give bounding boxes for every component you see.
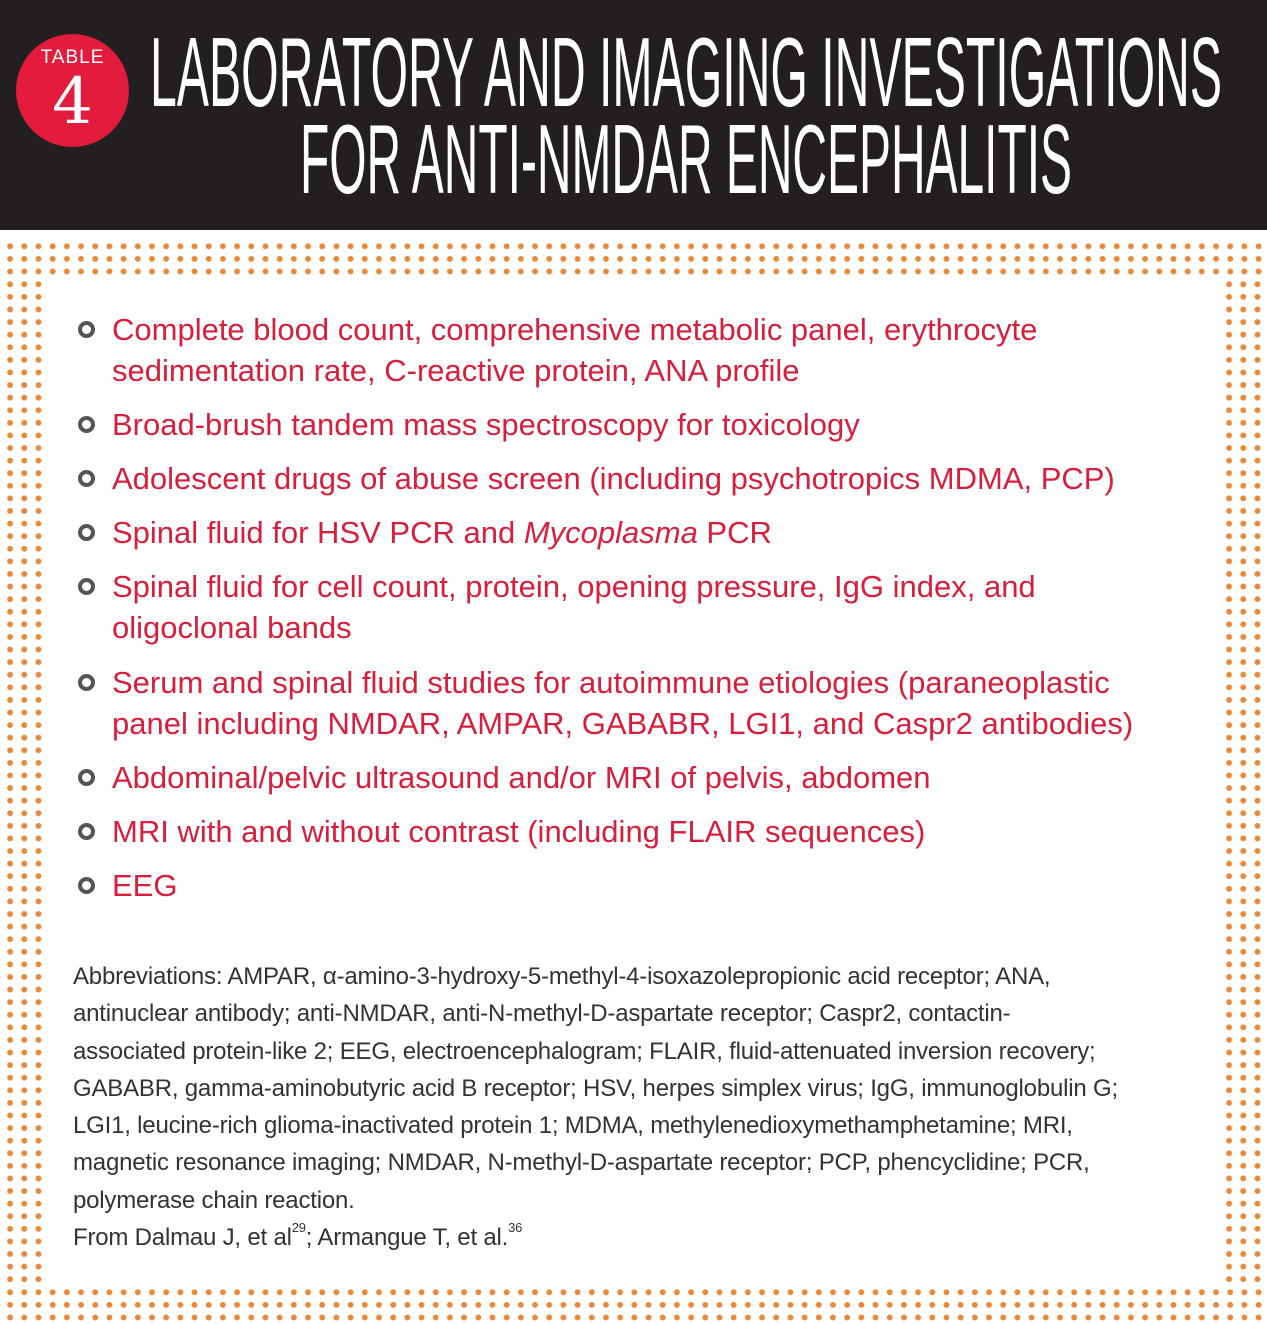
abbreviation-line: Abbreviations: AMPAR, α-amino-3-hydroxy-5-methyl-4-isoxazolepropionic acid receptor; ANA, <box>73 963 1051 990</box>
item-text: Serum and spinal fluid studies for autoimmune etiologies (paraneoplastic <box>112 665 1110 700</box>
abbreviation-line: antinuclear antibody; anti-NMDAR, anti-N-methyl-D-aspartate receptor; Caspr2, contactin- <box>73 1000 1011 1028</box>
item-text: PCR <box>697 515 772 550</box>
reference-number: 36 <box>508 1220 523 1236</box>
item-text: oligoclonal bands <box>112 610 352 645</box>
bullet-icon <box>78 470 95 487</box>
bullet-icon <box>78 416 95 433</box>
source-text: From Dalmau J, et al <box>73 1224 292 1252</box>
item-text: Spinal fluid for HSV PCR and <box>112 515 524 550</box>
abbreviation-line: LGI1, leucine-rich glioma-inactivated protein 1; MDMA, methylenedioxymethamphetamine; MRI, <box>73 1112 1073 1140</box>
item-text-italic: Mycoplasma <box>523 515 698 550</box>
item-text: Spinal fluid for cell count, protein, opening pressure, IgG index, and <box>112 569 1036 604</box>
dotted-border-top <box>3 240 1267 278</box>
dotted-border-left <box>3 278 45 1286</box>
item-text: Broad-brush tandem mass spectroscopy for toxicology <box>112 407 860 442</box>
item-text: panel including NMDAR, AMPAR, GABABR, LGI1, and Caspr2 antibodies) <box>112 706 1134 741</box>
bullet-icon <box>78 823 95 840</box>
dotted-border-right <box>1222 278 1267 1286</box>
title-line-1: LABORATORY AND IMAGING INVESTIGATIONS <box>150 17 1222 127</box>
item-text: MRI with and without contrast (including FLAIR sequences) <box>112 814 926 849</box>
table-title <box>0 0 1267 230</box>
item-text: Abdominal/pelvic ultrasound and/or MRI of pelvis, abdomen <box>112 760 931 795</box>
bullet-icon <box>78 321 95 338</box>
badge-number: 4 <box>52 65 93 139</box>
bullet-icon <box>78 578 95 595</box>
bullet-icon <box>78 524 95 541</box>
bullet-icon <box>78 877 95 894</box>
table-header <box>0 0 1267 230</box>
dotted-border-bottom <box>3 1286 1267 1324</box>
abbreviation-line: GABABR, gamma-aminobutyric acid B receptor; HSV, herpes simplex virus; IgG, immunoglobulin G; <box>73 1074 1118 1102</box>
item-text: sedimentation rate, C-reactive protein, ANA profile <box>112 353 800 388</box>
item-text: Complete blood count, comprehensive metabolic panel, erythrocyte <box>112 312 1038 347</box>
bullet-icon <box>78 674 95 691</box>
badge-label: TABLE <box>40 47 105 68</box>
item-text: Adolescent drugs of abuse screen (including psychotropics MDMA, PCP) <box>112 461 1115 496</box>
bullet-icon <box>78 769 95 786</box>
title-line-2: FOR ANTI-NMDAR ENCEPHALITIS <box>300 104 1072 214</box>
source-citation <box>73 1219 1118 1256</box>
abbreviation-line: polymerase chain reaction. <box>73 1186 355 1214</box>
abbreviation-line: magnetic resonance imaging; NMDAR, N-methyl-D-aspartate receptor; PCP, phencyclidine; PCR, <box>73 1149 1090 1177</box>
reference-number: 29 <box>291 1220 306 1236</box>
abbreviations-footnote <box>73 958 1118 1256</box>
item-text: EEG <box>112 868 178 903</box>
abbreviation-line: associated protein-like 2; EEG, electroencephalogram; FLAIR, fluid-attenuated inversion recovery; <box>73 1037 1096 1065</box>
source-text: ; Armangue T, et al. <box>305 1224 509 1252</box>
